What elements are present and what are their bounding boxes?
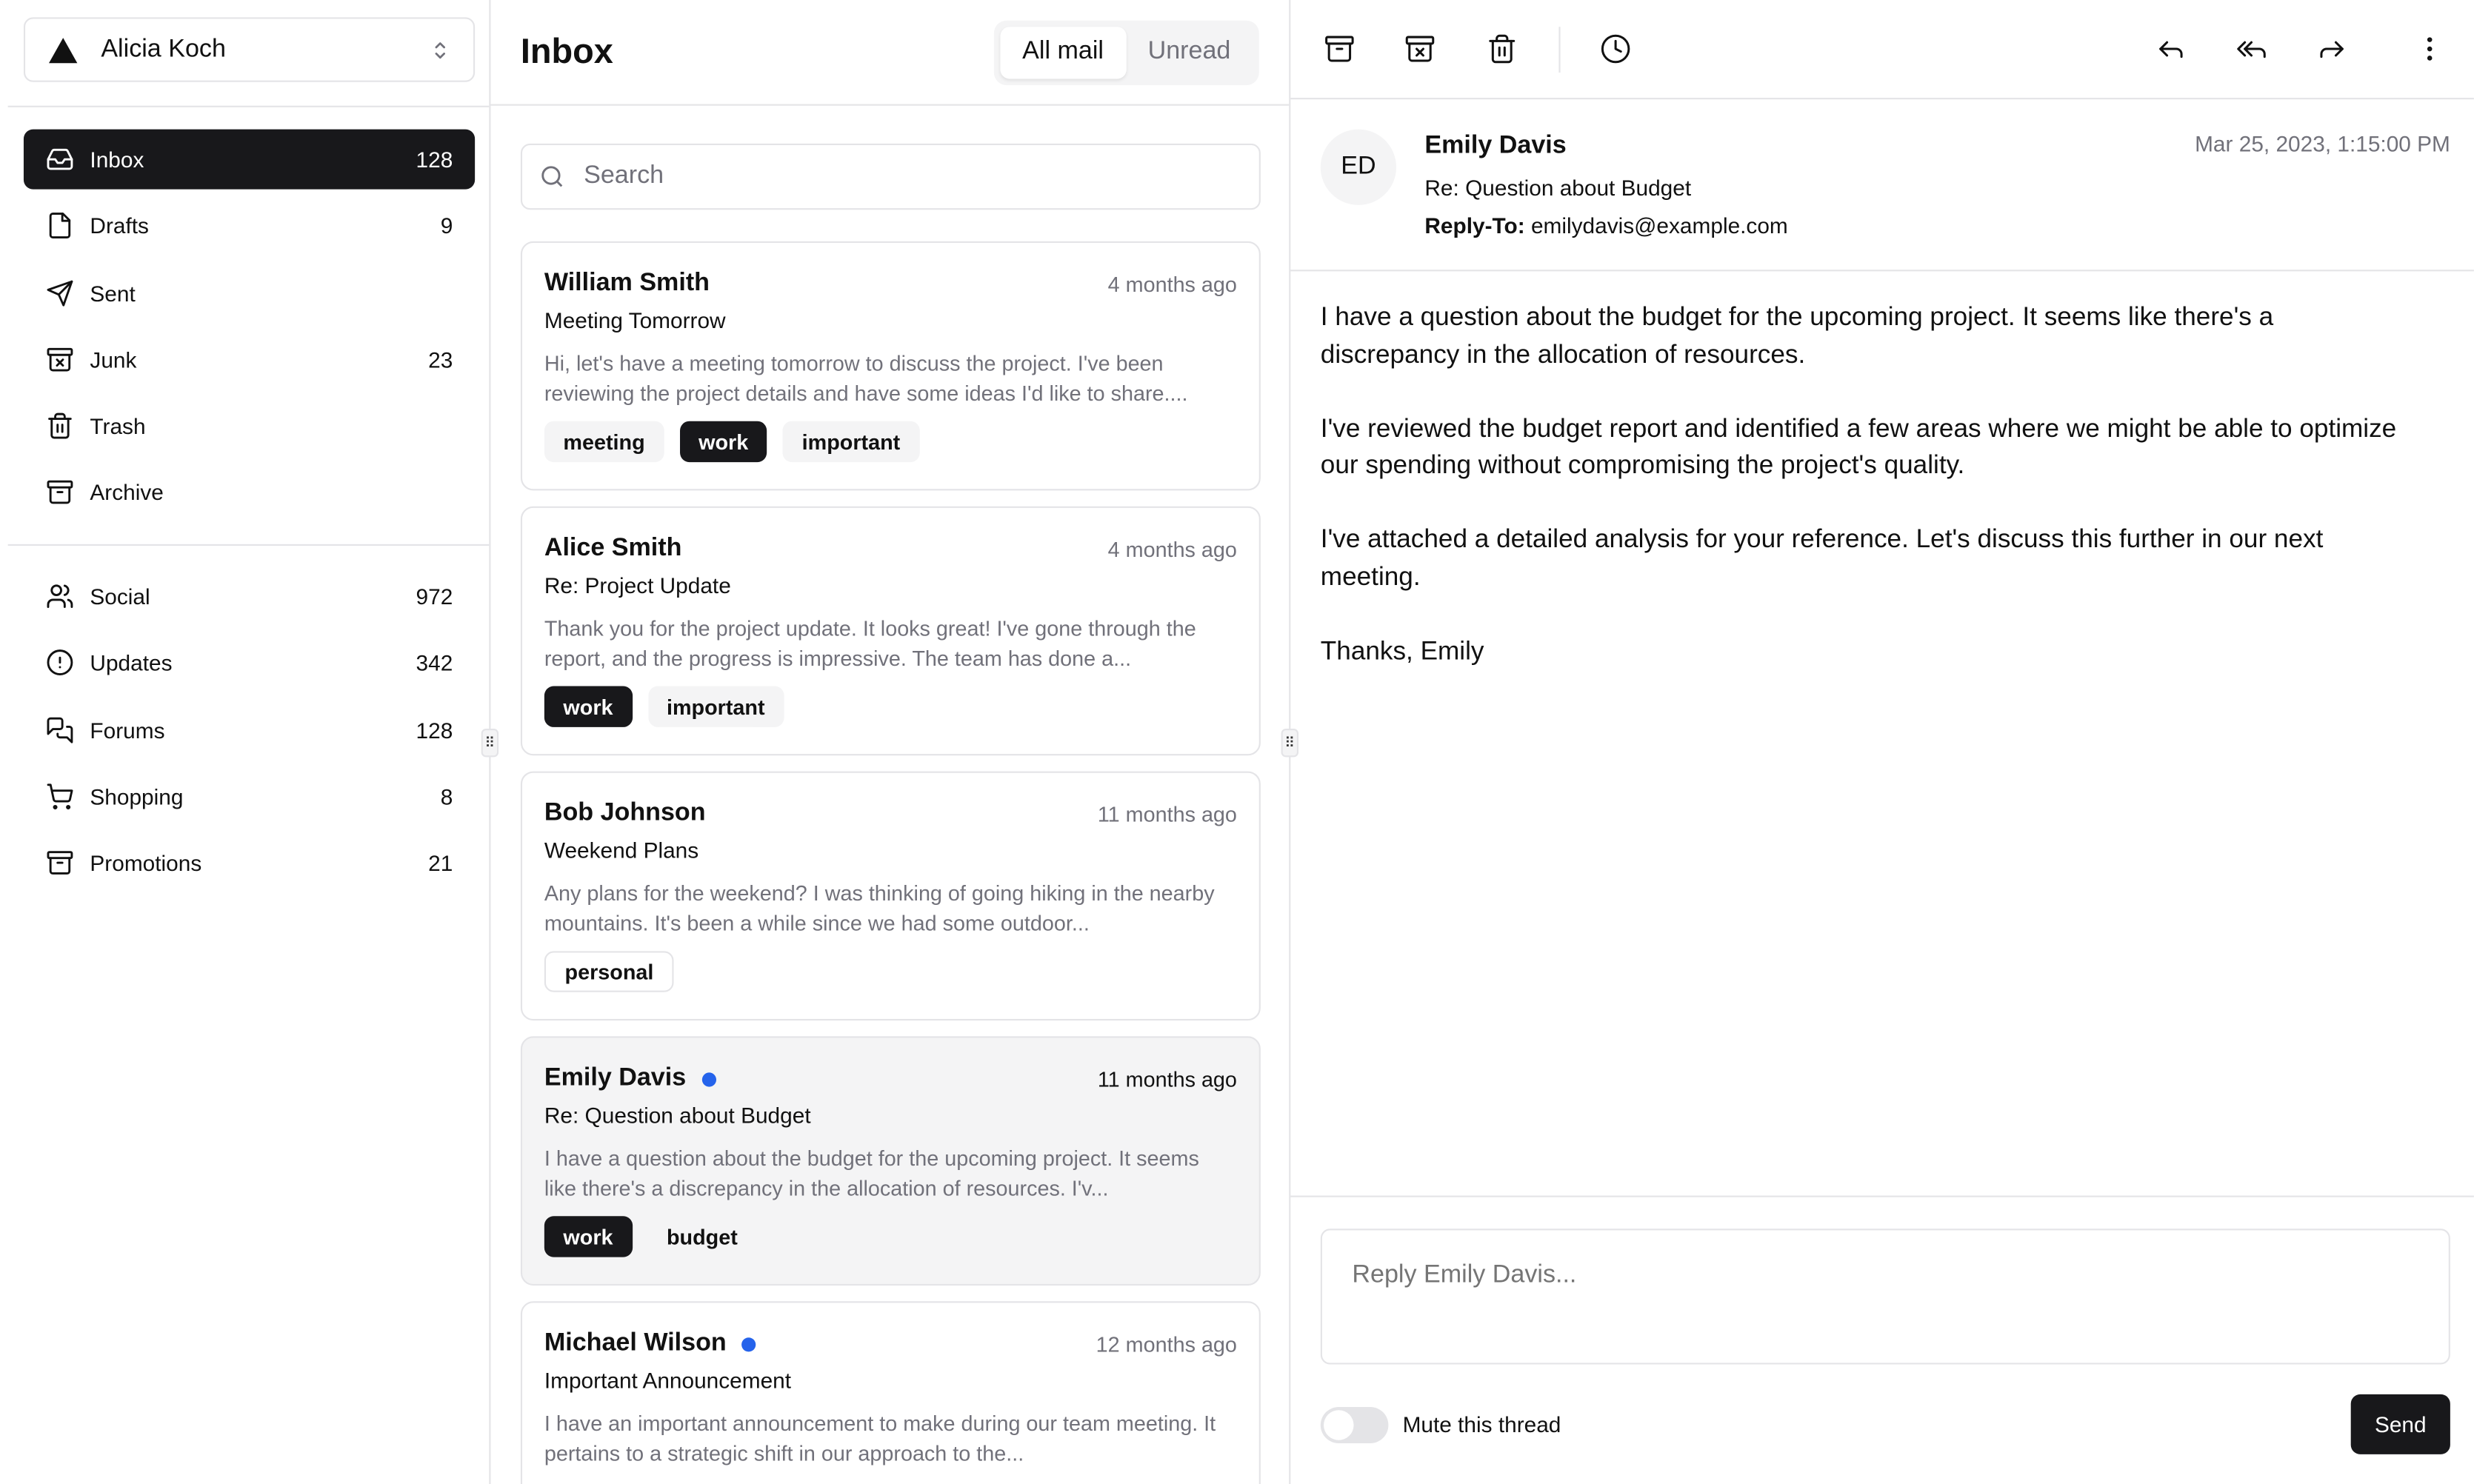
- inbox-icon: [46, 145, 74, 173]
- sidebar-item-shopping[interactable]: [24, 766, 475, 826]
- reply-all-icon: [2235, 33, 2267, 65]
- archive-x-icon: [1404, 33, 1436, 65]
- forward-icon: [2316, 33, 2348, 65]
- mail-item[interactable]: [521, 241, 1261, 491]
- tab-all-mail[interactable]: All mail: [1000, 26, 1125, 78]
- message-paragraph: I have a question about the budget for the upcoming project. It seems like there's a discrepancy in the allocation of resources.: [1320, 302, 2274, 369]
- mail-subject: Re: Project Update: [544, 572, 731, 598]
- sidebar-divider: [8, 106, 490, 107]
- mail-sender: Emily Davis: [544, 1064, 687, 1092]
- mail-time: 4 months ago: [1107, 537, 1237, 561]
- message-date: Mar 25, 2023, 1:15:00 PM: [2195, 130, 2450, 156]
- archive-icon: [46, 478, 74, 507]
- sidebar-item-count: 9: [440, 213, 453, 239]
- sidebar: [8, 0, 491, 1484]
- reply-composer: [1290, 1196, 2474, 1484]
- sidebar-item-label: Updates: [90, 650, 173, 676]
- mail-subject: Re: Question about Budget: [544, 1102, 811, 1128]
- mail-item-selected[interactable]: [521, 1036, 1261, 1286]
- tag-badge: meeting: [544, 421, 664, 462]
- list-header: [490, 0, 1289, 106]
- mail-reader: [1290, 0, 2474, 1484]
- sidebar-item-promotions[interactable]: [24, 833, 475, 893]
- mail-item[interactable]: [521, 772, 1261, 1021]
- sidebar-item-label: Promotions: [90, 850, 202, 876]
- toolbar-divider: [1558, 27, 1560, 73]
- trash-icon: [46, 412, 74, 440]
- account-name: Alicia Koch: [101, 35, 226, 63]
- forward-button[interactable]: [2315, 32, 2350, 67]
- trash-icon: [1486, 33, 1518, 65]
- archive-x-icon: [46, 345, 74, 373]
- unread-dot-icon: [701, 1072, 716, 1086]
- sidebar-item-social[interactable]: [24, 566, 475, 626]
- alert-circle-icon: [46, 649, 74, 677]
- sidebar-item-label: Shopping: [90, 783, 184, 809]
- reply-textarea[interactable]: [1321, 1229, 2450, 1364]
- tag-badge: personal: [544, 951, 674, 992]
- mail-subject: Meeting Tomorrow: [544, 307, 726, 333]
- sidebar-item-label: Junk: [90, 347, 137, 372]
- mail-list-panel: [490, 0, 1290, 1484]
- search-input[interactable]: [521, 144, 1261, 210]
- mail-time: 11 months ago: [1097, 802, 1237, 826]
- cart-icon: [46, 782, 74, 810]
- trash-button[interactable]: [1484, 32, 1519, 67]
- message-reply-to: [1424, 213, 1787, 238]
- sidebar-item-label: Inbox: [90, 147, 144, 173]
- mail-preview: I have an important announcement to make during our team meeting. It pertains to a strategic shift in our approach to the...: [544, 1411, 1216, 1465]
- mail-preview: Hi, let's have a meeting tomorrow to discuss the project. I've been reviewing the project details and have some ideas I'd like to share....: [544, 351, 1188, 406]
- more-options-button[interactable]: [2413, 32, 2447, 67]
- sidebar-item-label: Sent: [90, 280, 136, 306]
- mute-thread-label: Mute this thread: [1402, 1411, 1561, 1437]
- sidebar-item-count: 972: [416, 584, 453, 609]
- mail-time: 12 months ago: [1096, 1331, 1237, 1356]
- sidebar-item-archive[interactable]: [24, 463, 475, 523]
- message-header: [1290, 99, 2474, 271]
- archive-icon: [46, 849, 74, 877]
- clock-icon: [1600, 33, 1632, 65]
- sidebar-resize-handle[interactable]: ⠿: [481, 729, 499, 757]
- sidebar-item-forums[interactable]: [24, 700, 475, 760]
- messages-icon: [46, 715, 74, 743]
- search-icon: [538, 162, 566, 190]
- avatar: ED: [1321, 130, 1396, 205]
- mail-time: 11 months ago: [1097, 1066, 1237, 1091]
- sidebar-item-label: Trash: [90, 413, 146, 439]
- tag-badge: work: [544, 686, 632, 727]
- mail-item[interactable]: [521, 507, 1261, 756]
- mail-time: 4 months ago: [1107, 272, 1237, 296]
- sidebar-item-count: 23: [428, 347, 453, 372]
- tag-badge: budget: [666, 1224, 738, 1249]
- snooze-button[interactable]: [1598, 32, 1633, 67]
- more-vertical-icon: [2414, 33, 2446, 65]
- sidebar-divider: [8, 544, 490, 546]
- nav-secondary: [24, 566, 475, 900]
- mail-preview: Any plans for the weekend? I was thinking of going hiking in the nearby mountains. It's been a while since we had some outdoor...: [544, 881, 1215, 936]
- message-paragraph: I've reviewed the budget report and identified a few areas where we might be able to optimize our spending without compromising the project's quality.: [1320, 414, 2397, 480]
- send-button[interactable]: Send: [2351, 1394, 2450, 1454]
- tag-badge: work: [544, 1216, 632, 1257]
- account-switcher[interactable]: [24, 17, 475, 81]
- mute-thread-toggle[interactable]: [1321, 1407, 1389, 1443]
- toggle-knob: [1324, 1410, 1353, 1440]
- list-resize-handle[interactable]: ⠿: [1281, 729, 1298, 757]
- sidebar-item-junk[interactable]: [24, 330, 475, 390]
- users-icon: [46, 582, 74, 610]
- mail-sender: Alice Smith: [544, 535, 682, 562]
- mail-sender: Michael Wilson: [544, 1329, 727, 1357]
- triangle-logo-icon: [47, 34, 79, 66]
- reply-button[interactable]: [2153, 32, 2188, 67]
- tab-unread[interactable]: Unread: [1147, 38, 1231, 65]
- mail-subject: Important Announcement: [544, 1367, 792, 1393]
- sidebar-item-label: Archive: [90, 480, 164, 506]
- message-sender: Emily Davis: [1424, 132, 1567, 160]
- sidebar-item-count: 21: [428, 850, 453, 876]
- sidebar-item-label: Forums: [90, 717, 165, 743]
- sidebar-item-count: 128: [416, 147, 453, 173]
- tag-badge: work: [680, 421, 767, 462]
- mail-preview: I have a question about the budget for the upcoming project. It seems like there's a discrepancy in the allocation of resources. I'v...: [544, 1146, 1199, 1200]
- sidebar-item-count: 342: [416, 650, 453, 676]
- tag-badge: important: [783, 421, 919, 462]
- sidebar-item-drafts[interactable]: [24, 196, 475, 256]
- sidebar-item-count: 8: [440, 783, 453, 809]
- reply-to-address: emilydavis@example.com: [1530, 213, 1788, 238]
- reply-all-button[interactable]: [2234, 32, 2269, 67]
- sidebar-item-trash[interactable]: [24, 396, 475, 456]
- move-to-junk-button[interactable]: [1403, 32, 1438, 67]
- mail-preview: Thank you for the project update. It looks great! I've gone through the report, and the progress is impressive. The team has done a...: [544, 616, 1196, 671]
- page-title: Inbox: [520, 31, 613, 71]
- tag-badge: important: [647, 686, 784, 727]
- mail-sender: Bob Johnson: [544, 799, 706, 827]
- nav-primary: [24, 130, 475, 530]
- sidebar-item-sent[interactable]: [24, 263, 475, 323]
- send-icon: [46, 278, 74, 307]
- mail-sender: William Smith: [544, 270, 710, 297]
- message-paragraph: I've attached a detailed analysis for your reference. Let's discuss this further in our next meeting.: [1320, 525, 2324, 591]
- mail-item[interactable]: [521, 1301, 1261, 1484]
- chevrons-up-down-icon: [429, 39, 451, 61]
- message-body: [1321, 300, 2457, 708]
- archive-button[interactable]: [1322, 32, 1357, 67]
- mail-list: [521, 241, 1261, 1484]
- reply-icon: [2155, 33, 2187, 65]
- archive-icon: [1324, 33, 1356, 65]
- reply-to-label: Reply-To:: [1424, 213, 1525, 238]
- mail-subject: Weekend Plans: [544, 838, 699, 863]
- unread-dot-icon: [742, 1337, 756, 1351]
- sidebar-item-count: 128: [416, 717, 453, 743]
- search-placeholder: Search: [584, 162, 664, 190]
- mail-filter-tabs: [994, 20, 1259, 84]
- reader-toolbar: [1290, 0, 2474, 99]
- sidebar-item-label: Drafts: [90, 213, 149, 239]
- file-icon: [46, 212, 74, 240]
- sidebar-item-label: Social: [90, 584, 150, 609]
- message-subject: Re: Question about Budget: [1424, 175, 1692, 201]
- sidebar-item-inbox[interactable]: [24, 130, 475, 190]
- sidebar-item-updates[interactable]: [24, 633, 475, 693]
- message-paragraph: Thanks, Emily: [1320, 636, 1484, 665]
